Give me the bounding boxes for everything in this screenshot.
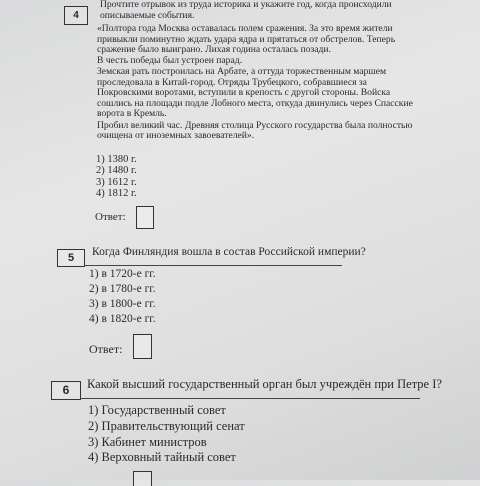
passage-line: «Полтора года Москва оставалась полем сражения. За это время жители: [97, 23, 393, 34]
question-number-4: 4: [64, 6, 88, 25]
question-6-answer-box[interactable]: [133, 471, 152, 486]
passage-line: привыкли поминутно ждать удара ядра и прятаться от обстрелов. Теперь: [97, 33, 396, 45]
question-6-option-4[interactable]: 4) Верховный тайный совет: [88, 450, 236, 464]
question-5-answer-label: Ответ:: [89, 342, 123, 356]
question-4-answer-box[interactable]: [136, 206, 154, 229]
question-6-prompt: Какой высший государственный орган был учреждён при Петре I?: [87, 377, 442, 391]
question-4-answer-label: Ответ:: [95, 211, 126, 223]
question-6-option-1[interactable]: 1) Государственный совет: [88, 403, 226, 417]
question-4-option-3[interactable]: 3) 1612 г.: [96, 177, 137, 188]
question-5-option-3[interactable]: 3) в 1800-е гг.: [89, 298, 156, 310]
question-6-rule: [80, 398, 420, 399]
passage-line: очищена от иноземных завоевателей».: [97, 130, 255, 141]
question-4-option-2[interactable]: 2) 1480 г.: [96, 165, 137, 176]
question-5-prompt: Когда Финляндия вошла в состав Российской империи?: [92, 246, 366, 258]
question-6-option-3[interactable]: 3) Кабинет министров: [88, 435, 207, 449]
question-5-answer-box[interactable]: [133, 334, 152, 359]
question-5-option-1[interactable]: 1) в 1720-е гг.: [89, 268, 156, 280]
question-4-option-1[interactable]: 1) 1380 г.: [96, 154, 137, 165]
passage-line: Пробил великий час. Древняя столица Русского государства была полностью: [97, 119, 413, 131]
question-4-prompt: [100, 0, 392, 21]
passage-line: Земская рать построилась на Арбате, а оттуда торжественным маршем: [97, 66, 387, 77]
prompt-line: Прочтите отрывок из труда историка и укажите год, когда происходили: [100, 0, 392, 10]
passage-line: В честь победы был устроен парад.: [97, 54, 242, 66]
passage-line: сражение было выиграно. Лихая година осталась позади.: [97, 44, 331, 55]
question-number-5: 5: [57, 249, 85, 267]
question-4-option-4[interactable]: 4) 1812 г.: [96, 188, 137, 199]
question-number-6: 6: [51, 381, 81, 400]
question-5-rule: [84, 265, 342, 266]
passage-line: ворота в Кремль.: [97, 108, 167, 119]
passage-line: сошлись на площади подле Лобного места, откуда двинулись через Спасские: [97, 97, 413, 109]
question-4-passage: [97, 24, 413, 142]
prompt-line: описываемые события.: [100, 9, 195, 21]
question-6-option-2[interactable]: 2) Правительствующий сенат: [88, 419, 245, 433]
passage-line: проследовала в Китай-город. Отряды Трубецкого, собравшиеся за: [97, 76, 367, 88]
question-5-option-2[interactable]: 2) в 1780-е гг.: [89, 283, 156, 295]
passage-line: Покровскими воротами, вступили в крепость с другой стороны. Войска: [97, 87, 391, 98]
question-5-option-4[interactable]: 4) в 1820-е гг.: [89, 313, 156, 325]
